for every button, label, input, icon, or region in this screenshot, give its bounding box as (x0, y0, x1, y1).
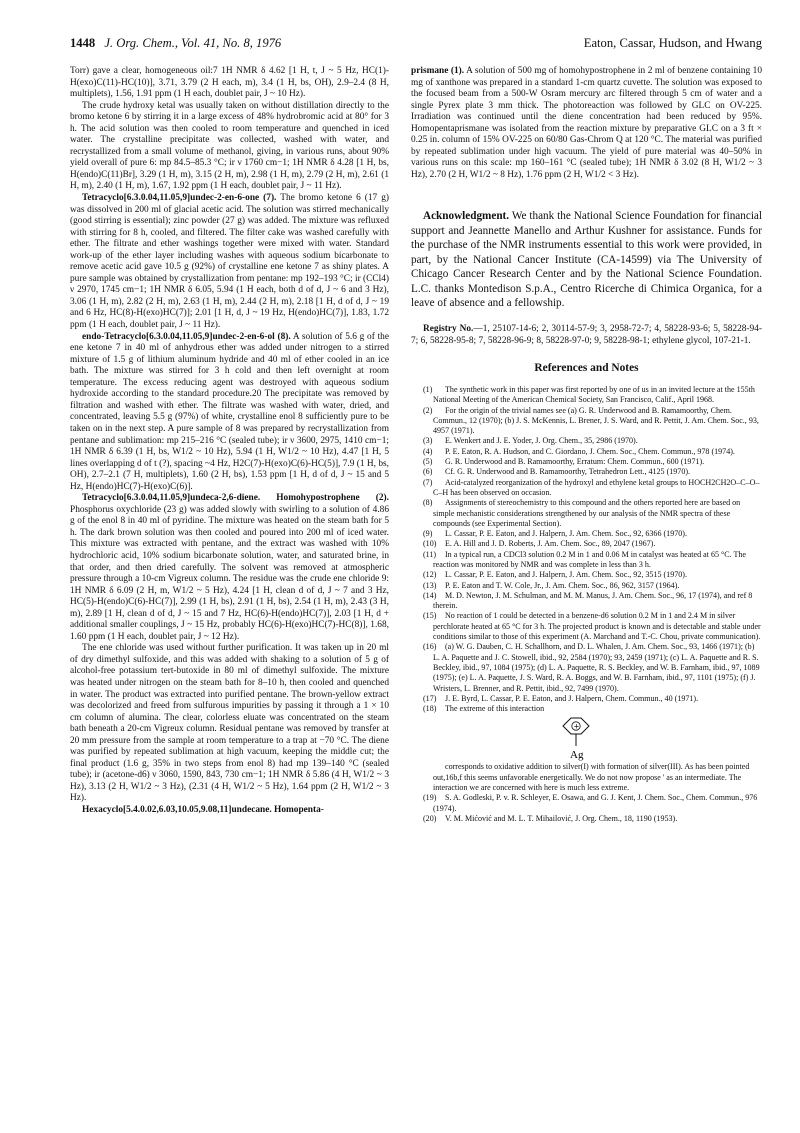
reference-text: J. E. Byrd, L. Cassar, P. E. Eaton, and J. Halpern, Chem. Commun., 40 (1971). (445, 693, 699, 703)
reference-item (411, 498, 762, 529)
reference-number: (7) (423, 477, 433, 487)
paragraph (70, 193, 389, 332)
paragraph: The crude hydroxy ketal was usually taken on without distillation directly to the bromo ketone 6 by stirring it in a large excess of 48% hydrobromic acid at 80° for 3 h. The acid solution was then cooled to room temperature and quenched in iced water. The crystalline precipitate was collected, washed with water, and recrystallized from a small volume of methanol, giving, in various runs, about 90% yield overall of pure 6: mp 84.5–85.3 °C; ir ν 1760 cm−1; 1H NMR δ 4.28 [1 H, bs, H(endo)C(11)Br], 3.29 (1 H, m), 3.15 (2 H, m), 2.98 (1 H, m), 2.79 (2 H, m), 2.61 (1 H, m), 2.40 (1 H, m), 1.67, 1.92 ppm (1 H each, doublet pair, J ~ 11 Hz). (70, 100, 389, 192)
compound-heading: endo-Tetracyclo[6.3.0.04,11.05,9]undec-2-en-6-ol (8). (82, 331, 291, 342)
silver-complex-figure (411, 714, 762, 762)
reference-item (411, 385, 762, 406)
reference-item (411, 436, 762, 446)
reference-text: P. E. Eaton and T. W. Cole, Jr., J. Am. Chem. Soc., 86, 962, 3157 (1964). (445, 580, 680, 590)
reference-number: (19) (423, 793, 437, 803)
reference-number: (3) (423, 436, 433, 446)
reference-text: V. M. Mićović and M. L. T. Mihailović, J. Org. Chem., 18, 1190 (1953). (445, 813, 678, 823)
reference-text: Assignments of stereochemistry to this compound and the others reported here are based on simple mechanistic considerations strengthened by our analysis of the NMR spectra of these compounds (see Experimental Section). (433, 498, 741, 528)
compound-heading: Tetracyclo[6.3.0.04,11.05,9]undeca-2,6-diene. Homohypostrophene (2). (82, 493, 389, 504)
reference-item (411, 406, 762, 437)
svg-text:+: + (573, 722, 580, 731)
silver-label: Ag (570, 749, 584, 762)
reference-text: No reaction of 1 could be detected in a benzene-d6 solution 0.2 M in 1 and 2.4 M in silver perchlorate heated at 65 °C for 3 h. The projected product is known and is detectable and stable under conditions similar to those of this experiment (A. Marchand and T.-C. Chou, private communication). (433, 611, 761, 642)
compound-heading: Tetracyclo[6.3.0.04,11.05,9]undec-2-en-6-one (7). (82, 193, 277, 204)
reference-text: S. A. Godleski, P. v. R. Schleyer, E. Osawa, and G. J. Kent, J. Chem. Soc., Chem. Commun., 976 (1974). (433, 793, 758, 813)
reference-item (411, 793, 762, 814)
registry-heading: Registry No. (423, 324, 474, 335)
reference-text: corresponds to oxidative addition to silver(I) with formation of silver(III). As has been pointed out,16b,f this seems unfavorable energetically. We do not now propose ' as an intermediate. The interaction we are concerned with here is much less extreme. (433, 762, 750, 793)
running-authors: Eaton, Cassar, Hudson, and Hwang (583, 36, 762, 50)
structure-drawing (549, 714, 619, 762)
paragraph-text: The bromo ketone 6 (17 g) was dissolved in 200 ml of glacial acetic acid. The solution was stirred mechanically (good stirring is essential); zinc powder (27 g) was added. The mixture was refluxed with stirring for 8 h, cooled, and filtered. The filter cake was washed carefully with ether. The filtrate and ether washings together were mixed with water. Standard work-up of the ether layer including washes with aqueous sodium bicarbonate to remove acetic acid gave 10.5 g (92%) of crystalline ene ketone 7 as shiny plates. A pure sample was obtained by crystallization from pentane: mp 192–193 °C; ir (CCl4) ν 2970, 1745 cm−1; 1H NMR δ 6.05, 5.94 (1 H each, both d of d, J ~ 6 and 3 Hz), 3.06 (1 H, m), 2.82 (2 H, m), 2.63 (1 H, m), 2.44 (2 H, m), 2.18 [1 H, d of d, J ~ 19 and 6 Hz, HC(8)-H(exo)HC(7)]; 2.01 [1 H, d, J ~ 19 Hz, H(endo)HC(7)], 1.83, 1.72 ppm (1 H each, doublet pair, J ~ 11 Hz). (70, 193, 389, 331)
reference-item (411, 447, 762, 457)
reference-number: (10) (423, 539, 437, 549)
paragraph: Torr) gave a clear, homogeneous oil:7 1H NMR δ 4.62 [1 H, t, J ~ 5 Hz, HC(1)-H(exo)C(11)-HC(10)], 3.71, 3.79 (2 H each, m), 3.4 (1 H, bs, OH), 2.9–2.4 (8 H, multiplets), 1.56, 1.91 ppm (1 H each, doublet pair, J ~ 10 Hz). (70, 66, 389, 100)
reference-item (411, 642, 762, 693)
reference-continuation (411, 762, 762, 793)
paragraph-text: Phosphorus oxychloride (23 g) was added slowly with swirling to a solution of 4.86 g of the enol 8 in 40 ml of pyridine. The mixture was heated on the steam bath for 5 h. The dark brown solution was then cooled and poured into 200 ml of iced water. This mixture was extracted with pentane, and the extract was washed with 10% hydrochloric acid, 10% sodium bicarbonate solution, water, and saturated brine, in that order, and then dried carefully. The solvent was removed at atmospheric pressure through a 10-cm Vigreux column. The residue was the crude ene chloride 9: 1H NMR δ 6.09 (2 H, m, W1/2 ~ 5 Hz), 4.24 [1 H, clean d of d, J ~ 7 and 3 Hz, HC(5)-H(endo)C(6)-HC(7)], 2.99 (1 H, bs), 2.91 (1 H, bs), 2.54 (1 H, m), 2.43 (3 H, m), 2.89 [1 H, clean d of d, J ~ 15 and 7 Hz, HC(6)-H(endo)HC(7)], 2.03 [1 H, d + additional smaller couplings, J ~ 15 Hz, probably HC(6)-H(exo)HC(7)-HC(8)], 1.68, 1.60 ppm (1 H each, doublet pair, J ~ 12 Hz). (70, 504, 389, 642)
references-heading: References and Notes (534, 362, 639, 375)
reference-item (411, 704, 762, 714)
reference-number: (15) (423, 611, 437, 621)
reference-text: G. R. Underwood and B. Ramamoorthy, Erratum: Chem. Commun., 600 (1971). (445, 457, 705, 467)
reference-number: (5) (423, 457, 433, 467)
reference-number: (1) (423, 384, 433, 394)
reference-text: Acid-catalyzed reorganization of the hydroxyl and ethylene ketal groups to HOCH2CH2O–C–O–C–H has been observed on occasion. (433, 477, 760, 497)
right-column (411, 66, 762, 824)
reference-item (411, 591, 762, 612)
reference-item (411, 478, 762, 499)
left-column (70, 66, 389, 817)
paragraph-text: A solution of 5.6 g of the ene ketone 7 in 40 ml of anhydrous ether was added under nitrogen to a stirred mixture of 1.5 g of lithium aluminum hydride and 40 ml of ether cooled in an ice bath. The mixture was stirred for 3 h cold and then left overnight at room temperature. The excess reducing agent was destroyed with aqueous sodium hydroxide according to the standard procedure.20 The precipitate was removed by filtration and washed with ether. The filtrate was washed with water, dried, and concentrated, leaving 5.5 g (97%) of white, crystalline enol 8 sufficiently pure to be taken on in the next step. A pure sample of 8 was prepared by recrystallization from pentane and sublimation: mp 215–216 °C (sealed tube); ir ν 3600, 2975, 1410 cm−1; 1H NMR δ 6.39 (1 H, bs, W1/2 ~ 10 Hz), 5.94 (1 H, W1/2 ~ 10 Hz), 4.47 [1 H, 5 lines overlapping d of t (?), spacing ~4 Hz, H2C(7)-H(exo)C(6)-HC(5)], 7.9 (1 H, bs, OH), 2.7–2.1 (7 H, multiplets), 1.60 (2 H, bs), 1.53 ppm [1 H, d of d, J ~ 15 and 5 Hz, H(endo)HC(7)-H(exo)C(6)]. (70, 331, 389, 492)
reference-number: (2) (423, 405, 433, 415)
reference-text: P. E. Eaton, R. A. Hudson, and C. Giordano, J. Chem. Soc., Chem. Commun., 978 (1974). (445, 446, 735, 456)
reference-number: (20) (423, 813, 437, 823)
compound-heading: prismane (1). (411, 66, 465, 76)
reference-item (411, 762, 762, 793)
reference-number: (8) (423, 498, 433, 508)
reference-number: (4) (423, 446, 433, 456)
reference-item (411, 581, 762, 591)
page-header (70, 34, 762, 52)
reference-text: L. Cassar, P. E. Eaton, and J. Halpern, J. Am. Chem. Soc., 92, 3515 (1970). (445, 570, 687, 580)
journal-citation: J. Org. Chem., Vol. 41, No. 8, 1976 (104, 36, 282, 50)
reference-item (411, 814, 762, 824)
reference-item (411, 539, 762, 549)
reference-number: (13) (423, 580, 437, 590)
reference-number: (9) (423, 529, 433, 539)
acknowledgment-heading: Acknowledgment. (423, 210, 510, 223)
reference-text: Cf. G. R. Underwood and B. Ramamoorthy, Tetrahedron Lett., 4125 (1970). (445, 467, 691, 477)
compound-heading: Hexacyclo[5.4.0.02,6.03,10.05,9.08,11]undecane. Homopenta- (82, 805, 324, 815)
page-number: 1448 (70, 36, 96, 50)
paragraph (70, 332, 389, 494)
reference-text: M. D. Newton, J. M. Schulman, and M. M. Manus, J. Am. Chem. Soc., 96, 17 (1974), and ref 8 therein. (433, 590, 753, 611)
reference-item (411, 529, 762, 539)
reference-text: L. Cassar, P. E. Eaton, and J. Halpern, J. Am. Chem. Soc., 92, 6366 (1970). (445, 529, 687, 539)
paragraph (70, 805, 389, 817)
reference-item (411, 570, 762, 580)
paragraph-text: A solution of 500 mg of homohypostrophene in 2 ml of benzene containing 10 mg of xanthone was prepared in a standard 1-cm quartz cuvette. The solution was exposed to the focused beam from a 500-W Osram mercury arc filtered through 5 cm of water and a single Pyrex plate 3 mm thick. The photoreaction was followed by GLC on OV-225. Irradiation was continued until the diene concentration had been reduced by 95%. Homopentaprismane was isolated from the reaction mixture by preparative GLC on a 3 ft × 0.25 in. column of 15% OV-225 on 60/80 Gas-Chrom Q at 120 °C. The material was purified by repeated sublimation under high vacuum. The yield of pure material was 40–50% in various runs on this scale: mp 160–161 °C (sealed tube); 1H NMR δ 3.02 (8 H, W1/2 ~ 3 Hz), 2.70 (2 H, W1/2 ~ 8 Hz), 1.76 ppm (2 H, W1/2 < 3 Hz). (411, 66, 762, 180)
reference-text: (a) W. G. Dauben, C. H. Schallhorn, and D. L. Whalen, J. Am. Chem. Soc., 93, 1466 (1971); (b) L. A. Paquette and J. C. Stowell, ibid., 92, 2584 (1970); 93, 2459 (1971); (c) L. A. Paquette and R. S. Beckley, ibid., 97, 1084 (1975); (d) L. A. Paquette, R. S. Beckley, and W. B. Farnham, ibid., 97, 1089 (1975); (e) L. A. Paquette, J. S. Ward, R. A. Boggs, and W. B. Farnham, ibid., 97, 1101 (1975); (f) J. Wristers, L. Brenner, and R. Pettit, ibid., 92, 7499 (1970). (433, 642, 760, 693)
paragraph: The ene chloride was used without further purification. It was taken up in 20 ml of dry dimethyl sulfoxide, and this was added with shaking to a solution of 5 g of alcohol-free potassium tert-butoxide in 80 ml of dimethyl sulfoxide. The mixture was heated under nitrogen on the steam bath for 8–10 h, then cooled and quenched in water. The product was extracted into purified pentane. The brown-yellow extract was decolorized and freed from sulfurous impurities by passing it through a 1 × 10 cm column of alumina. The clear, colorless eluate was concentrated on the steam bath beneath a 20-cm Vigreux column. Residual pentane was removed by transfer at 20 mm pressure from the sample at room temperature to a trap at −70 °C. The diene was purified by repeated sublimation at high vacuum, keeping the middle cut; the final product (1.6 g, 35% in two steps from enol 8) had mp 139–140 °C (sealed tube); ir (acetone-d6) ν 3060, 1590, 843, 730 cm−1; 1H NMR δ 5.86 (4 H, W1/2 ~ 3 Hz), 3.13 (2 H, W1/2 ~ 3 Hz), (2.31 (4 H, W1/2 ~ 5 Hz), 1.64 ppm (2 H, W1/2 ~ 3 Hz). (70, 643, 389, 804)
reference-item (411, 611, 762, 642)
reference-item (411, 467, 762, 477)
references-list (411, 385, 762, 715)
acknowledgment (411, 209, 762, 310)
reference-text: E. A. Hill and J. D. Roberts, J. Am. Chem. Soc., 89, 2047 (1967). (445, 539, 656, 549)
reference-number: (17) (423, 693, 437, 703)
reference-number: (6) (423, 467, 433, 477)
reference-item (411, 550, 762, 571)
reference-text: For the origin of the trivial names see (a) G. R. Underwood and B. Ramamoorthy, Chem. Commun., 12 (1970); (b) J. S. McKennis, L. Brener, J. S. Ward, and R. Pettit, J. Am. Chem. Soc., 93, 4957 (1971). (433, 405, 759, 436)
reference-text: E. Wenkert and J. E. Yoder, J. Org. Chem., 35, 2986 (1970). (445, 436, 638, 446)
paragraph (411, 66, 762, 181)
references-list-tail (411, 793, 762, 824)
reference-number: (11) (423, 549, 437, 559)
reference-number: (12) (423, 570, 437, 580)
reference-item (411, 694, 762, 704)
registry-numbers (411, 324, 762, 347)
reference-item (411, 457, 762, 467)
reference-text: The extreme of this interaction (445, 704, 545, 714)
paragraph (70, 493, 389, 643)
reference-text: The synthetic work in this paper was first reported by one of us in an invited lecture at the 155th National Meeting of the American Chemical Society, San Francisco, Calif., April 1968. (433, 384, 755, 405)
acknowledgment-text: We thank the National Science Foundation for financial support and Jeannette Manello and Arthur Kushner for assistance. Funds for the purchase of the NMR instruments essential to this work were provided, in part, by the National Cancer Institute (CA-14599) via The University of Chicago Cancer Research Center and by the National Science Foundation. L.C. thanks Montedison S.p.A., Centro Ricerche di Chimica Organica, for a leave of absence and a fellowship. (411, 210, 762, 309)
registry-text: —1, 25107-14-6; 2, 30114-57-9; 3, 2958-72-7; 4, 58228-93-6; 5, 58228-94-7; 6, 58228-95-8; 7, 58228-96-9; 8, 58228-97-0; 9, 58228-98-1; ethylene glycol, 107-21-1. (411, 324, 763, 346)
reference-number: (16) (423, 642, 437, 652)
reference-number: (18) (423, 704, 437, 714)
reference-text: In a typical run, a CDCl3 solution 0.2 M in 1 and 0.06 M in catalyst was heated at 65 °C. The reaction was monitored by NMR and was complete in less than 3 h. (433, 549, 746, 569)
reference-number: (14) (423, 590, 437, 600)
